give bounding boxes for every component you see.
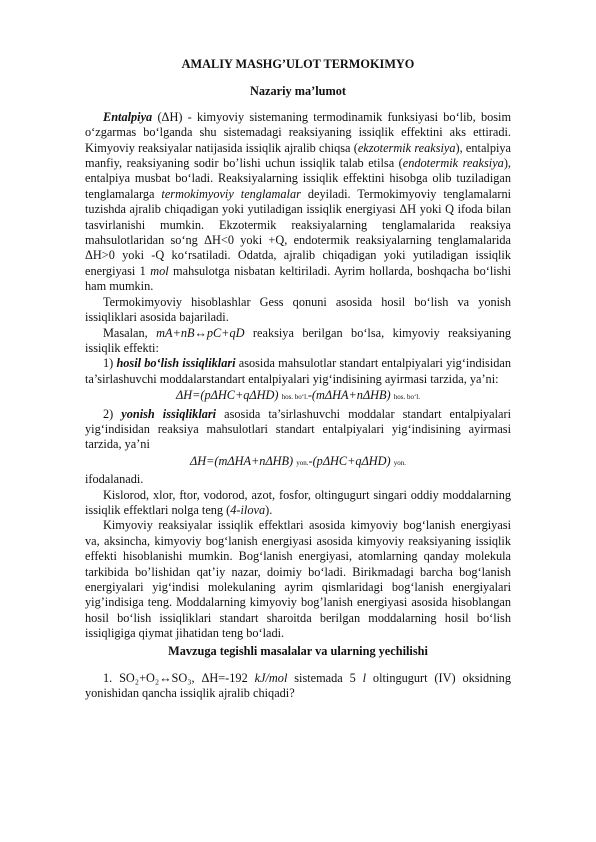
paragraph-example: Masalan, mA+nB↔pC+qD reaksiya berilgan bo‘lsa, kimyoviy reaksiyaning issiqlik effekti: bbox=[85, 325, 511, 355]
document-body bbox=[85, 57, 511, 702]
section-heading: Mavzuga tegishli masalalar va ularning yechilishi bbox=[168, 643, 428, 658]
paragraph-simple-substances: Kislorod, xlor, ftor, vodorod, azot, fosfor, oltingugurt singari oddiy moddalarning issiqlik effektlari nolga teng (4-ilova). bbox=[85, 487, 511, 517]
formula-combustion: ΔH=(mΔHA+nΔHB) yon.-(pΔHC+qΔHD) yon. bbox=[190, 453, 406, 468]
paragraph-bond-energy: Kimyoviy reaksiyalar issiqlik effektlari asosida kimyoviy bog‘lanish energiyasi va, aksincha, kimyoviy bog‘lanish energiyasi asosida kimyoviy reaksiyaning issiqlik effekti hisoblanishi mumkin. Bog‘lanish energiyasi, atomlarning qanday molekula tarkibida bo’lishidan qat’iy nazar, doimiy bo‘ladi. Birikmadagi barcha bog‘lanish energiyalari yig‘indisi molekulaning ayrim qismlaridagi bog‘lanish energiyalari yig’indisiga teng. Moddalarning kimyoviy bog’lanish energiyasi asosida hisoblangan hosil bo‘lish issiqliklari standart sharoitda berilgan moddalarning hosil bo‘lish issiqligiga qiymat jihatidan teng bo‘ladi. bbox=[85, 518, 511, 641]
page-title: AMALIY MASHG’ULOT TERMOKIMYO bbox=[181, 57, 415, 71]
list-item-formation-heat: 1) hosil bo‘lish issiqliklari asosida mahsulotlar standart entalpiyalari yig‘indisidan ta’sirlashuvchi moddalarstandart entalpiyalari yig‘indisining ayirmasi tarzida, ya’ni: bbox=[85, 356, 512, 386]
paragraph-ifodalanadi: ifodalanadi. bbox=[85, 472, 144, 487]
paragraph-gess: Termokimyoviy hisoblashlar Gess qonuni asosida hosil bo‘lish va yonish issiqliklari asosida bajariladi. bbox=[85, 294, 511, 325]
list-item-combustion-heat: 2) yonish issiqliklari asosida ta’sirlashuvchi moddalar standart entalpiyalari yig‘indisidan reaksiya mahsulotlari standart entalpiyalari yig‘indisining ayirmasi tarzida, ya’ni bbox=[85, 406, 511, 452]
section-subtitle: Nazariy ma’lumot bbox=[250, 84, 346, 99]
problem-1: 1. SO₂+O₂↔SO₃, ΔH=-192 kJ/mol sistemada 5 l oltingugurt (IV) oksidning yonishidan qancha issiqlik ajralib chiqadi? bbox=[85, 671, 511, 701]
formula-formation: ΔH=(pΔHC+qΔHD) hos. bo‘l.-(mΔHA+nΔHB) hos. bo‘l. bbox=[176, 388, 420, 403]
paragraph-entalpiya: Entalpiya (ΔH) - kimyoviy sistemaning termodinamik funksiyasi bo‘lib, bosim o‘zgarmas bo‘lganda shu sistemadagi reaksiyaning issiqlik effektini aks ettiradi. Kimyoviy reaksiyalar natijasida issiqlik ajralib chiqsa (ekzotermik reaksiya), entalpiya manfiy, reaksiyaning sodir bo’lishi uchun issiqlik talab etilsa (endotermik reaksiya), entalpiya musbat bo‘ladi. Reaksiyalarning issiqlik effektini hisobga olib tuziladigan tenglamalarga termokimyoviy tenglamalar deyiladi. Termokimyoviy tenglamalarni tuzishda ajralib chiqadigan yoki yutiladigan issiqlik energiyasi ΔH yoki Q ifoda bilan tasvirlanishi mumkin. Ekzotermik reaksiyalarning tenglamalarida reaksiya mahsulotlaridan so‘ng ΔH<0 yoki +Q, endotermik reaksiyalarning tenglamalarida ΔH>0 yoki -Q ko‘rsatiladi. Odatda, ajralib chiqadigan yoki yutiladigan issiqlik energiyasi 1 mol mahsulotga nisbatan keltiriladi. Ayrim hollarda, boshqacha bo‘lishi ham mumkin. bbox=[85, 109, 512, 294]
